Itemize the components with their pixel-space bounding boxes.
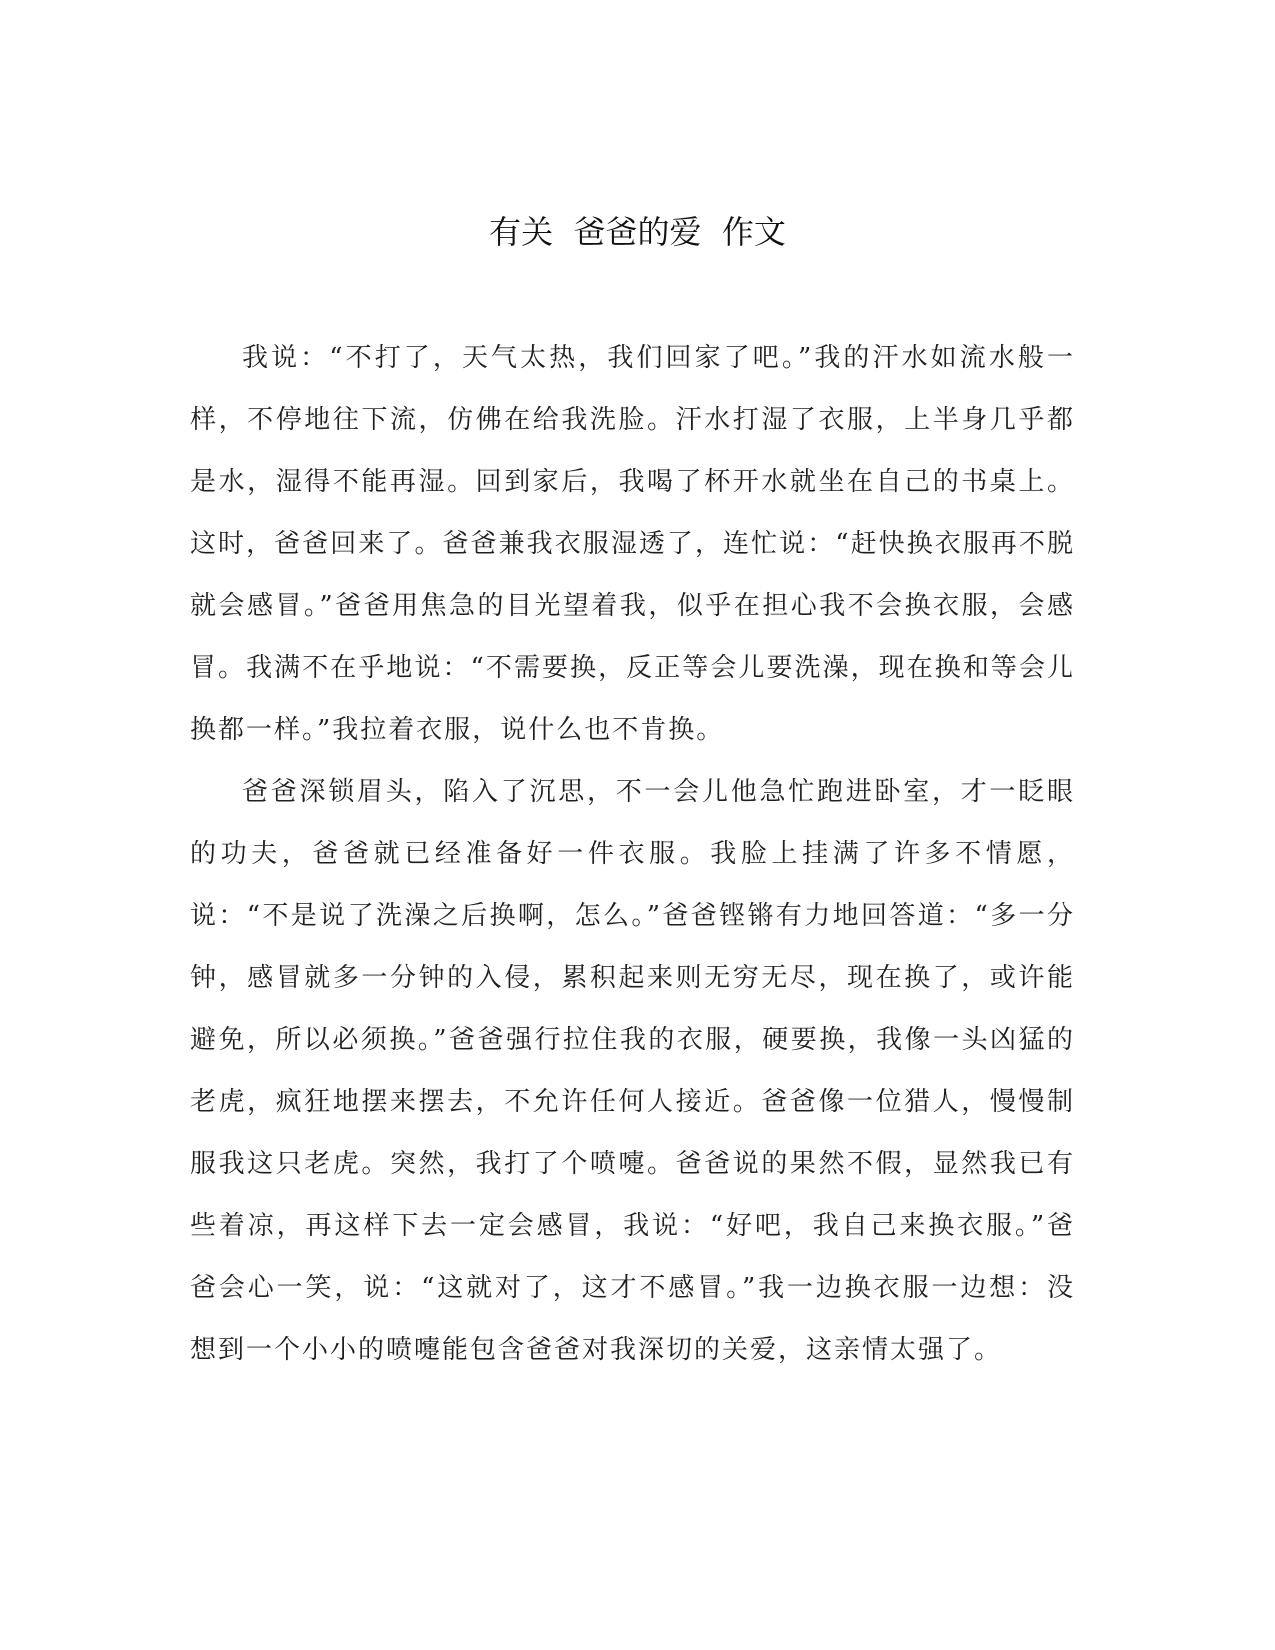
document-body [190, 327, 1075, 1381]
paragraph-1: 我说：“不打了，天气太热，我们回家了吧。”我的汗水如流水般一样，不停地往下流，仿佛在给我洗脸。汗水打湿了衣服，上半身几乎都是水，湿得不能再湿。回到家后，我喝了杯开水就坐在自己的书桌上。这时，爸爸回来了。爸爸兼我衣服湿透了，连忙说：“赶快换衣服再不脱就会感冒。”爸爸用焦急的目光望着我，似乎在担心我不会换衣服，会感冒。我满不在乎地说：“不需要换，反正等会儿要洗澡，现在换和等会儿换都一样。”我拉着衣服，说什么也不肯换。 [190, 343, 1075, 745]
paragraph-2: 爸爸深锁眉头，陷入了沉思，不一会儿他急忙跑进卧室，才一眨眼的功夫，爸爸就已经准备好一件衣服。我脸上挂满了许多不情愿，说：“不是说了洗澡之后换啊，怎么。”爸爸铿锵有力地回答道：“多一分钟，感冒就多一分钟的入侵，累积起来则无穷无尽，现在换了，或许能避免，所以必须换。”爸爸强行拉住我的衣服，硬要换，我像一头凶猛的老虎，疯狂地摆来摆去，不允许任何人接近。爸爸像一位猎人，慢慢制服我这只老虎。突然，我打了个喷嚏。爸爸说的果然不假，显然我已有些着凉，再这样下去一定会感冒，我说：“好吧，我自己来换衣服。”爸爸会心一笑，说：“这就对了，这才不感冒。”我一边换衣服一边想：没想到一个小小的喷嚏能包含爸爸对我深切的关爱，这亲情太强了。 [190, 777, 1075, 1365]
document-title: 有关 爸爸的爱 作文 [489, 213, 786, 251]
